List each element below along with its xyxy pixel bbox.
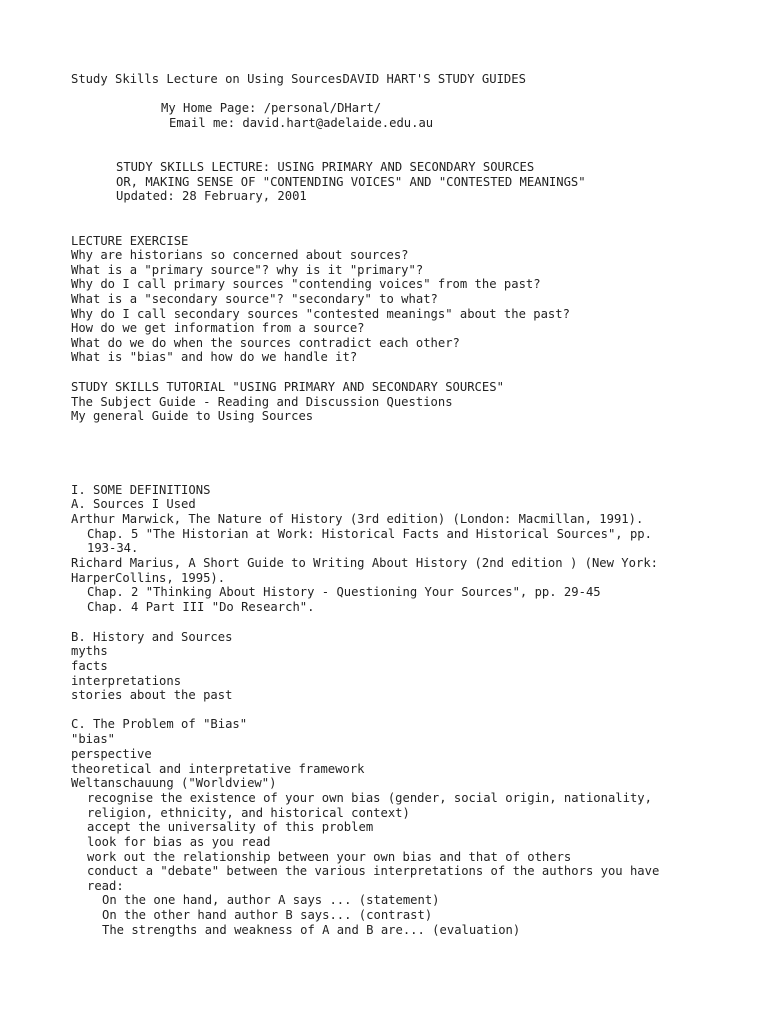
list-item: perspective xyxy=(71,747,152,761)
list-item: interpretations xyxy=(71,674,182,688)
sub-list-item: conduct a "debate" between the various interpretations of the authors you have xyxy=(87,864,660,878)
subsection-heading: C. The Problem of "Bias" xyxy=(71,717,248,731)
exercise-question: What is "bias" and how do we handle it? xyxy=(71,350,358,364)
list-item: Weltanschauung ("Worldview") xyxy=(71,776,277,790)
home-page-link[interactable]: My Home Page: /personal/DHart/ xyxy=(161,101,382,115)
reference-chapter: Chap. 2 "Thinking About History - Questioning Your Sources", pp. 29-45 xyxy=(87,585,601,599)
reference-pages: 193-34. xyxy=(87,541,139,555)
sub-list-item: look for bias as you read xyxy=(87,835,271,849)
list-item: theoretical and interpretative framework xyxy=(71,762,365,776)
nested-list-item: The strengths and weakness of A and B are... (evaluation) xyxy=(102,923,521,937)
exercise-question: What is a "primary source"? why is it "primary"? xyxy=(71,263,424,277)
list-item: myths xyxy=(71,644,108,658)
exercise-question: What is a "secondary source"? "secondary" to what? xyxy=(71,292,438,306)
sources-guide-link[interactable]: My general Guide to Using Sources xyxy=(71,409,314,423)
reference-publisher: HarperCollins, 1995). xyxy=(71,571,226,585)
exercise-question: How do we get information from a source? xyxy=(71,321,365,335)
lecture-subtitle: OR, MAKING SENSE OF "CONTENDING VOICES" AND "CONTESTED MEANINGS" xyxy=(116,175,586,189)
sub-list-item: religion, ethnicity, and historical context) xyxy=(87,806,410,820)
reference-marwick: Arthur Marwick, The Nature of History (3rd edition) (London: Macmillan, 1991). xyxy=(71,512,644,526)
tutorial-link[interactable]: STUDY SKILLS TUTORIAL "USING PRIMARY AND SECONDARY SOURCES" xyxy=(71,380,504,394)
exercise-question: What do we do when the sources contradict each other? xyxy=(71,336,460,350)
exercise-question: Why are historians so concerned about sources? xyxy=(71,248,409,262)
subsection-heading: B. History and Sources xyxy=(71,630,233,644)
sub-list-item: read: xyxy=(87,879,124,893)
list-item: stories about the past xyxy=(71,688,233,702)
document-title: Study Skills Lecture on Using SourcesDAVID HART'S STUDY GUIDES xyxy=(71,72,526,86)
nested-list-item: On the other hand author B says... (contrast) xyxy=(102,908,433,922)
list-item: facts xyxy=(71,659,108,673)
sub-list-item: accept the universality of this problem xyxy=(87,820,374,834)
lecture-title: STUDY SKILLS LECTURE: USING PRIMARY AND SECONDARY SOURCES xyxy=(116,160,535,174)
nested-list-item: On the one hand, author A says ... (statement) xyxy=(102,893,440,907)
sub-list-item: recognise the existence of your own bias (gender, social origin, nationality, xyxy=(87,791,652,805)
reference-chapter: Chap. 4 Part III "Do Research". xyxy=(87,600,315,614)
exercise-question: Why do I call secondary sources "contested meanings" about the past? xyxy=(71,307,570,321)
list-item: "bias" xyxy=(71,732,116,746)
subsection-heading: A. Sources I Used xyxy=(71,497,196,511)
reference-marius: Richard Marius, A Short Guide to Writing About History (2nd edition ) (New York: xyxy=(71,556,658,570)
exercise-question: Why do I call primary sources "contending voices" from the past? xyxy=(71,277,541,291)
reference-chapter: Chap. 5 "The Historian at Work: Historical Facts and Historical Sources", pp. xyxy=(87,527,652,541)
exercise-heading: LECTURE EXERCISE xyxy=(71,234,189,248)
email-link[interactable]: Email me: david.hart@adelaide.edu.au xyxy=(169,116,434,130)
subject-guide-link[interactable]: The Subject Guide - Reading and Discussion Questions xyxy=(71,395,453,409)
sub-list-item: work out the relationship between your own bias and that of others xyxy=(87,850,572,864)
updated-date: Updated: 28 February, 2001 xyxy=(116,189,307,203)
section-heading: I. SOME DEFINITIONS xyxy=(71,483,211,497)
